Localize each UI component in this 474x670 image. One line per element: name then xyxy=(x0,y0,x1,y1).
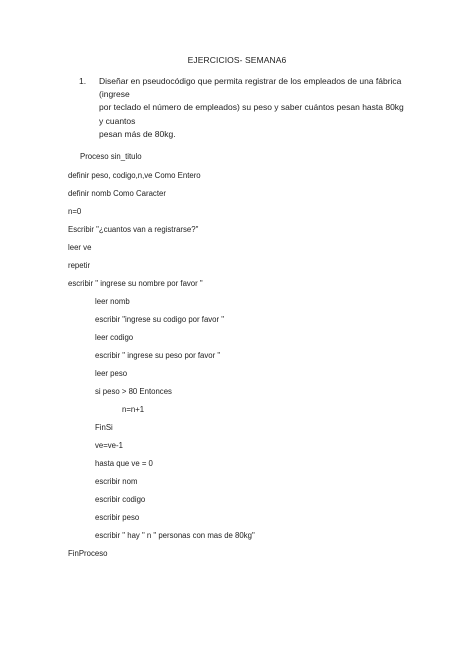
code-line: n=0 xyxy=(68,207,82,216)
code-line: FinProceso xyxy=(68,549,108,558)
code-line: leer peso xyxy=(95,369,128,378)
code-line: repetir xyxy=(68,261,91,270)
code-line: definir nomb Como Caracter xyxy=(68,189,166,198)
code-line: definir peso, codigo,n,ve Como Entero xyxy=(68,171,201,180)
exercise-line: pesan más de 80kg. xyxy=(99,128,176,139)
code-line: hasta que ve = 0 xyxy=(95,459,153,468)
code-line: leer ve xyxy=(68,243,92,252)
code-line: Proceso sin_titulo xyxy=(80,152,142,161)
code-line: escribir nom xyxy=(95,477,138,486)
code-line: Escribir "¿cuantos van a registrarse?" xyxy=(68,225,199,234)
code-line: escribir " ingrese su nombre por favor " xyxy=(68,279,203,288)
code-line: n=n+1 xyxy=(122,405,145,414)
code-line: FinSi xyxy=(95,423,113,432)
code-line: escribir codigo xyxy=(95,495,146,504)
exercise-text xyxy=(99,75,409,141)
code-line: escribir " hay " n " personas con mas de 80kg" xyxy=(95,531,255,540)
exercise-number: 1. xyxy=(79,76,87,86)
document-title: EJERCICIOS- SEMANA6 xyxy=(187,55,287,65)
exercise-line: Diseñar en pseudocódigo que permita registrar de los empleados de una fábrica (ingrese xyxy=(99,76,402,100)
exercise-list xyxy=(79,75,409,141)
code-line: escribir " ingrese su peso por favor " xyxy=(95,351,221,360)
code-line: escribir peso xyxy=(95,513,140,522)
code-line: leer codigo xyxy=(95,333,134,342)
exercise-line: por teclado el número de empleados) su peso y saber cuántos pesan hasta 80kg y cuantos xyxy=(99,102,404,126)
code-line: escribir "ingrese su codigo por favor " xyxy=(95,315,225,324)
code-line: si peso > 80 Entonces xyxy=(95,387,172,396)
code-line: leer nomb xyxy=(95,297,130,306)
code-line: ve=ve-1 xyxy=(95,441,123,450)
